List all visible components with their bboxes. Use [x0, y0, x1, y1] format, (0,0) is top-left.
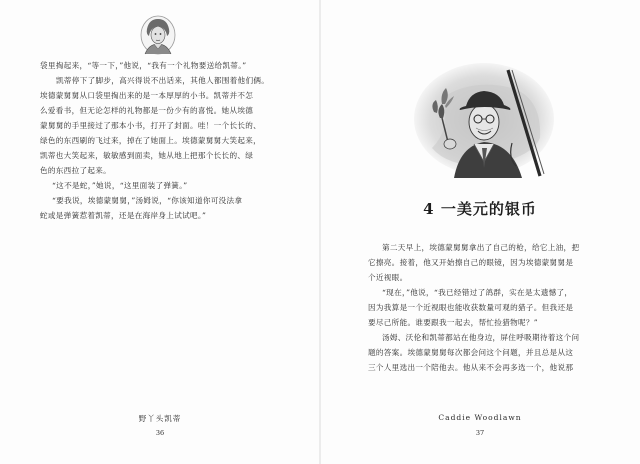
- paragraph: 题的答案。埃德蒙舅舅每次都会问这个问题，并且总是从这: [368, 348, 574, 357]
- right-page: [320, 0, 640, 464]
- paragraph: 汤姆、沃伦和凯蒂都站在他身边，屏住呼吸期待着这个问: [382, 333, 580, 342]
- paragraph: 因为我算是一个近视眼也能收获数量可观的猎子。但我还是: [368, 303, 574, 312]
- paragraph: “这不是蛇，”她说，“这里面装了弹簧。”: [52, 181, 188, 190]
- paragraph: “现在，”他说，“我已经错过了鸽群，实在是太遗憾了，: [382, 288, 573, 297]
- paragraph: 蒙舅舅的手里接过了那本小书，打开了封面。哇！一个长长的、: [40, 121, 262, 130]
- paragraph: 凯蒂停下了脚步，高兴得说不出话来，其他人都围着他们俩。: [56, 76, 270, 85]
- paragraph: 它擦亮。接着，他又开始擦自己的眼镜，因为埃德蒙舅舅是: [368, 258, 574, 267]
- paragraph: 绿色的东西刷的飞过来，掉在了她面上。埃德蒙舅舅大笑起来，: [40, 136, 262, 145]
- footer-book-title: 野丫头凯蒂: [138, 414, 182, 423]
- paragraph: 蛇或是弹簧惹着凯蒂，还是在海岸身上试试吧。”: [40, 211, 207, 220]
- paragraph: 第二天早上，埃德蒙舅舅拿出了自己的枪，给它上油，把: [382, 243, 580, 252]
- paragraph: 色的东西拉了起来。: [40, 166, 112, 175]
- paragraph: 袋里掏起来，“等一下，”他说，“我有一个礼物要送给凯蒂。”: [40, 61, 247, 70]
- footer-book-title: Caddie Woodlawn: [438, 413, 522, 422]
- paragraph: 要尽己所能。谁要跟我一起去，帮忙捡猎物呢？”: [368, 318, 538, 327]
- page-number: 36: [155, 429, 165, 437]
- paragraph: 三个人里选出一个陪他去。他从来不会再多选一个，他说那: [368, 363, 574, 372]
- left-body-text: [40, 58, 290, 223]
- paragraph: 么爱看书，但无论怎样的礼物都是一份少有的喜悦。她从埃德: [40, 106, 254, 115]
- author-portrait: [137, 14, 179, 56]
- page-number: 37: [475, 429, 485, 437]
- chapter-illustration: [412, 58, 557, 180]
- paragraph: 个近视眼。: [368, 273, 408, 282]
- chapter-title: 4 一美元的银币: [423, 200, 537, 218]
- paragraph: “要我说，埃德蒙舅舅，”汤姆说，“你该知道你可没法拿: [52, 196, 243, 205]
- paragraph: 埃德蒙舅舅从口袋里掏出来的是一本厚厚的小书。凯蒂并不怎: [40, 91, 254, 100]
- right-body-text: [368, 240, 623, 375]
- paragraph: 凯蒂也大笑起来，敏敏感到面卖，她从地上把那个长长的、绿: [40, 151, 254, 160]
